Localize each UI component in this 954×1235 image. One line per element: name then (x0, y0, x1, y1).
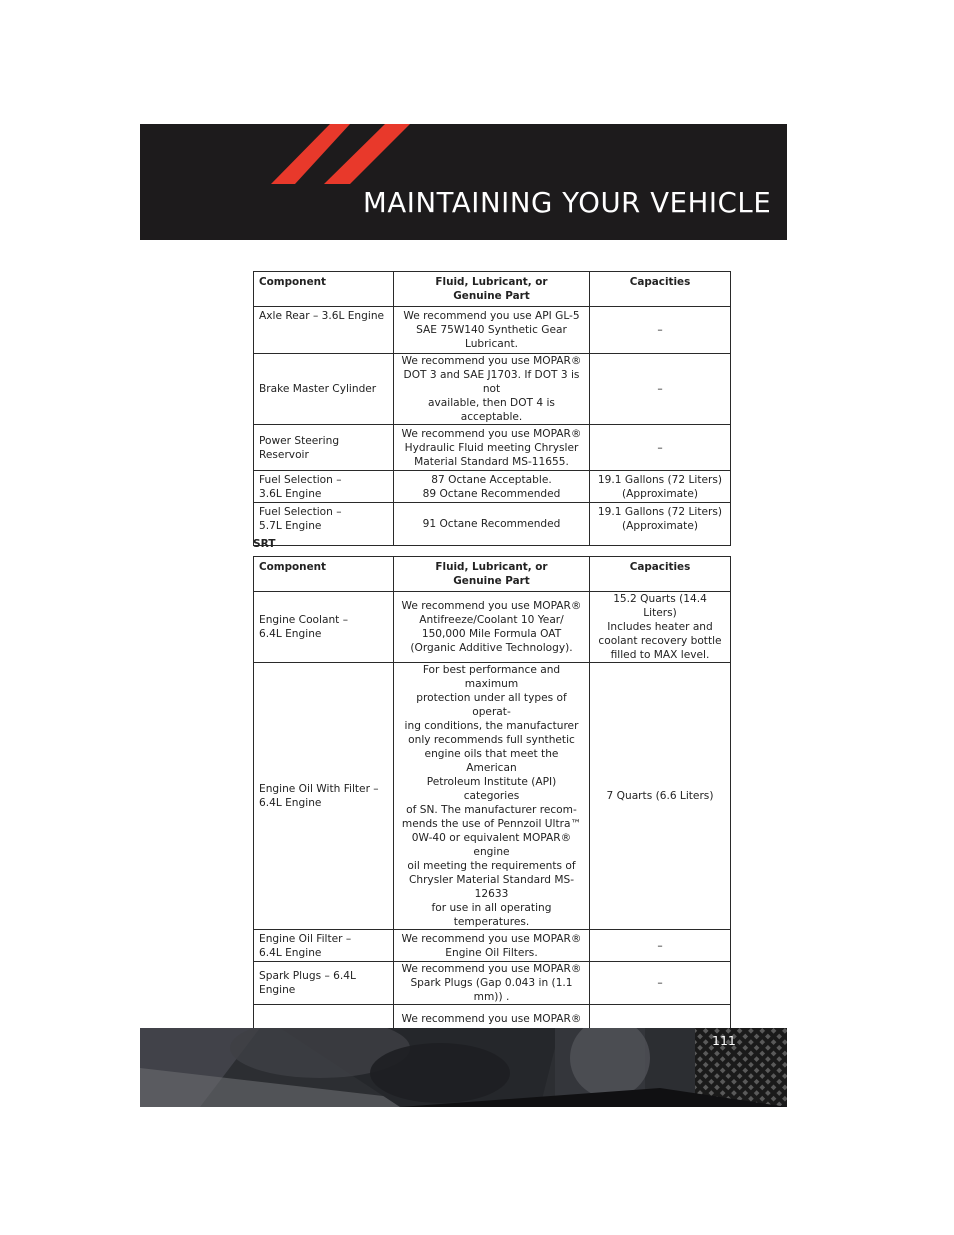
section-label-srt: SRT (253, 538, 276, 550)
column-header-capacities: Capacities (590, 557, 731, 592)
fluid-cell: We recommend you use MOPAR® Hydraulic Fluid meeting Chrysler Material Standard MS-11655. (394, 425, 590, 471)
table-row (254, 962, 731, 1005)
table-row (254, 663, 731, 930)
chapter-header (140, 124, 787, 240)
fluid-cell: For best performance and maximum protection under all types of operat- ing conditions, the manufacturer only recommends full synthetic engine oils that meet the American Petroleum Institute (API) categories of SN. The manufacturer recom- mends the use of Pennzoil Ultra™ 0W-40 or equivalent MOPAR® engine oil meeting the requirements of Chrysler Material Standard MS-12633 for use in all operating temperatures. (394, 663, 590, 930)
fluid-cell: 91 Octane Recommended (394, 503, 590, 546)
column-header-fluid: Fluid, Lubricant, or Genuine Part (394, 557, 590, 592)
column-header-component: Component (254, 272, 394, 307)
component-cell: Brake Master Cylinder (254, 354, 394, 425)
capacity-cell: 19.1 Gallons (72 Liters) (Approximate) (590, 471, 731, 503)
component-cell: Engine Oil With Filter – 6.4L Engine (254, 663, 394, 930)
table-row (254, 930, 731, 962)
table-row (254, 425, 731, 471)
capacity-cell: – (590, 425, 731, 471)
fluid-cell: We recommend you use MOPAR® DOT 3 and SAE J1703. If DOT 3 is not available, then DOT 4 is acceptable. (394, 354, 590, 425)
capacity-cell: – (590, 962, 731, 1005)
table-row (254, 471, 731, 503)
fluid-cell: We recommend you use MOPAR® (394, 1005, 590, 1090)
column-header-component: Component (254, 557, 394, 592)
brand-stripes-icon (140, 124, 787, 240)
table-row (254, 503, 731, 546)
column-header-capacities: Capacities (590, 272, 731, 307)
fluid-cell: We recommend you use MOPAR® Spark Plugs (Gap 0.043 in (1.1 mm)) . (394, 962, 590, 1005)
fluid-cell: We recommend you use API GL-5 SAE 75W140 Synthetic Gear Lubricant. (394, 307, 590, 354)
table-row (254, 307, 731, 354)
capacity-cell: – (590, 307, 731, 354)
component-cell: Power Steering Reservoir (254, 425, 394, 471)
capacity-cell: 19.1 Gallons (72 Liters) (Approximate) (590, 503, 731, 546)
capacity-cell: – (590, 930, 731, 962)
fluid-cell: 87 Octane Acceptable. 89 Octane Recommended (394, 471, 590, 503)
column-header-fluid: Fluid, Lubricant, or Genuine Part (394, 272, 590, 307)
table-header-row (254, 272, 731, 307)
component-cell: Axle Rear – 3.6L Engine (254, 307, 394, 354)
fluid-cell: We recommend you use MOPAR® Antifreeze/Coolant 10 Year/ 150,000 Mile Formula OAT (Organic Additive Technology). (394, 592, 590, 663)
table-row (254, 592, 731, 663)
footer-band (140, 1028, 787, 1107)
component-cell: Fuel Selection – 3.6L Engine (254, 471, 394, 503)
component-cell: Fuel Selection – 5.7L Engine (254, 503, 394, 546)
fluids-table (253, 271, 731, 546)
fluid-cell: We recommend you use MOPAR® Engine Oil Filters. (394, 930, 590, 962)
page-title: MAINTAINING YOUR VEHICLE (363, 187, 772, 219)
table-row (254, 354, 731, 425)
table-header-row (254, 557, 731, 592)
capacity-cell: 15.2 Quarts (14.4 Liters) Includes heater and coolant recovery bottle filled to MAX level. (590, 592, 731, 663)
footer-photo-image (140, 1028, 787, 1107)
component-cell: Spark Plugs – 6.4L Engine (254, 962, 394, 1005)
component-cell: Engine Oil Filter – 6.4L Engine (254, 930, 394, 962)
capacity-cell: – (590, 354, 731, 425)
capacity-cell: 7 Quarts (6.6 Liters) (590, 663, 731, 930)
page-number: 111 (712, 1033, 736, 1048)
component-cell: Engine Coolant – 6.4L Engine (254, 592, 394, 663)
srt-fluids-table (253, 556, 731, 1090)
